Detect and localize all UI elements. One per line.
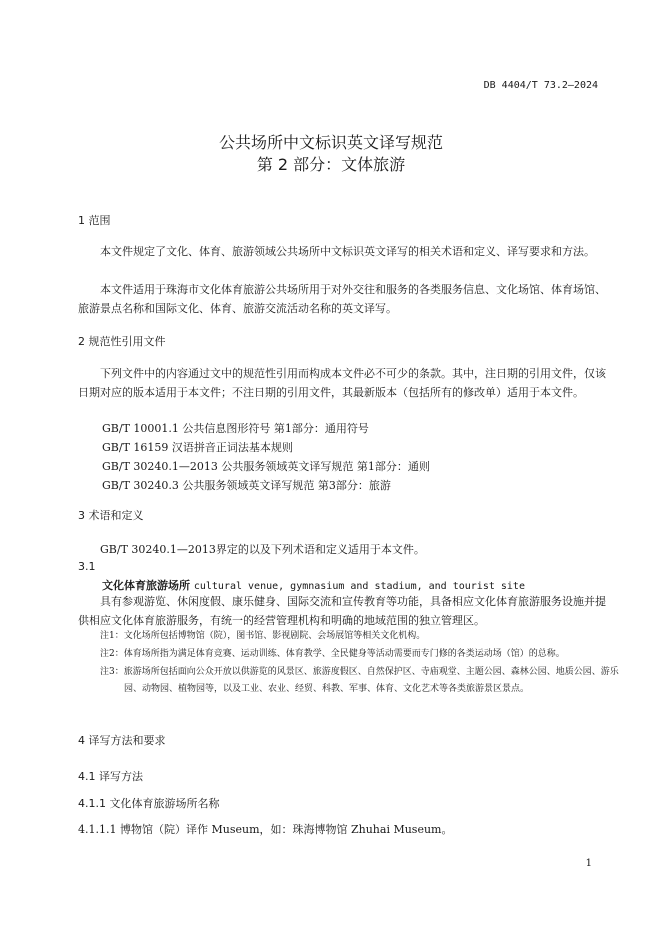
section-2-heading: 2 规范性引用文件 xyxy=(78,335,166,348)
note-1: 注1：文化场所包括博物馆（院），图书馆、影视剧院、会场展馆等相关文化机构。 xyxy=(100,631,426,641)
reference-item: GB/T 30240.1—2013 公共服务领域英文译写规范 第1部分：通则 xyxy=(102,460,430,473)
subsection-4-1-1-1: 4.1.1.1 博物馆（院）译作 Museum，如：珠海博物馆 Zhuhai Museum。 xyxy=(78,823,453,836)
reference-item: GB/T 30240.3 公共服务领域英文译写规范 第3部分：旅游 xyxy=(102,479,391,492)
document-title: 公共场所中文标识英文译写规范 xyxy=(218,133,443,152)
section-1-paragraph-2: 本文件适用于珠海市文化体育旅游公共场所用于对外交往和服务的各类服务信息、文化场馆、体育场馆、旅游景点名称和国际文化、体育、旅游交流活动名称的英文译写。 xyxy=(78,283,606,315)
term-english: cultural venue, gymnasium and stadium, and tourist site xyxy=(193,581,525,592)
document-subtitle: 第 2 部分：文体旅游 xyxy=(256,155,406,174)
section-2-paragraph: 下列文件中的内容通过文中的规范性引用而构成本文件必不可少的条款。其中，注日期的引用文件，仅该日期对应的版本适用于本文件；不注日期的引用文件，其最新版本（包括所有的修改单）适用于本文件。 xyxy=(78,367,606,399)
reference-item: GB/T 10001.1 公共信息图形符号 第1部分：通用符号 xyxy=(102,422,369,435)
clause-number: 3.1 xyxy=(78,560,96,573)
subsection-4-1-1-heading: 4.1.1 文化体育旅游场所名称 xyxy=(78,797,220,810)
section-3-intro: GB/T 30240.1—2013界定的以及下列术语和定义适用于本文件。 xyxy=(100,543,425,556)
section-4-heading: 4 译写方法和要求 xyxy=(78,734,166,747)
note-3: 注3：旅游场所包括面向公众开放以供游览的风景区、旅游度假区、自然保护区、寺庙观堂、主题公园、森林公园、地质公园、游乐园、动物园、植物园等，以及工业、农业、经贸、科教、军事、体育、文化艺术等各类旅游景区景点。 xyxy=(100,667,619,694)
section-1-heading: 1 范围 xyxy=(78,214,111,227)
term-definition: 具有参观游览、休闲度假、康乐健身、国际交流和宣传教育等功能，具备相应文化体育旅游服务设施并提供相应文化体育旅游服务，有统一的经营管理机构和明确的地域范围的独立管理区。 xyxy=(78,595,606,627)
reference-item: GB/T 16159 汉语拼音正词法基本规则 xyxy=(102,441,293,454)
term-chinese: 文化体育旅游场所 xyxy=(102,579,190,592)
subsection-4-1-heading: 4.1 译写方法 xyxy=(78,770,143,783)
standard-number: DB 4404/T 73.2—2024 xyxy=(483,80,598,91)
section-1-paragraph-1: 本文件规定了文化、体育、旅游领域公共场所中文标识英文译写的相关术语和定义、译写要求和方法。 xyxy=(100,245,595,258)
term-entry xyxy=(102,577,525,593)
page-number: 1 xyxy=(585,858,592,869)
section-3-heading: 3 术语和定义 xyxy=(78,509,144,522)
note-2: 注2：体育场所指为满足体育竞赛、运动训练、体育教学、全民健身等活动需要而专门修的各类运动场（馆）的总称。 xyxy=(100,649,565,659)
